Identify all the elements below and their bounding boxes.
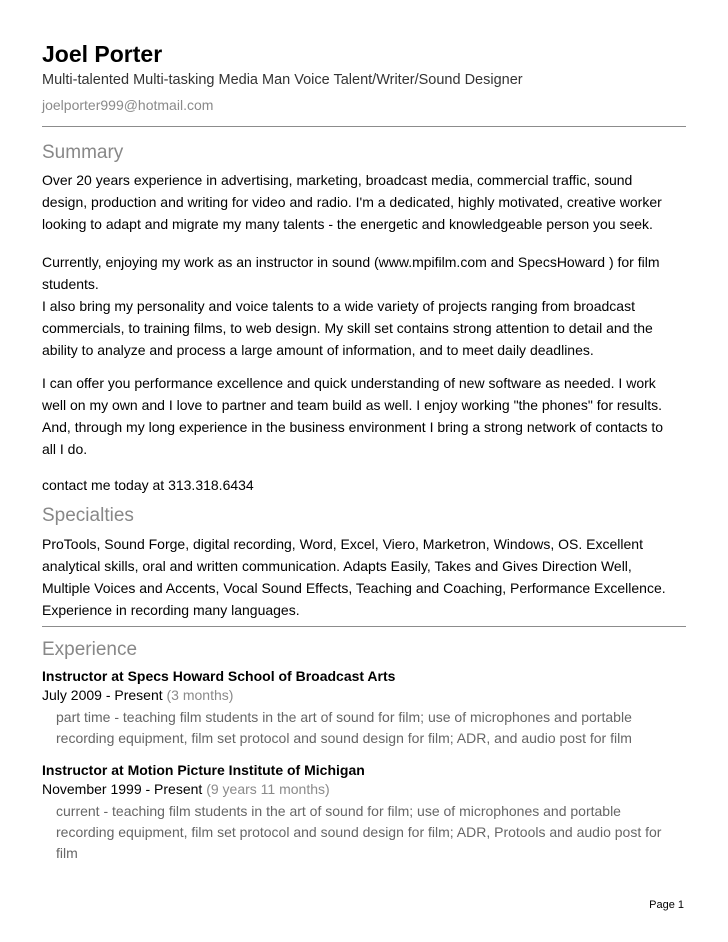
specialties-line: Multiple Voices and Accents, Vocal Sound Effects, Teaching and Coaching, Performance Excellence. [42, 580, 666, 596]
summary-line: I can offer you performance excellence and quick understanding of new software as needed. I work [42, 375, 656, 391]
headline: Multi-talented Multi-tasking Media Man Voice Talent/Writer/Sound Designer [42, 72, 523, 88]
job-description-line: recording equipment, film set protocol and sound design for film; ADR, and audio post for film [56, 730, 632, 746]
job-description-line: current - teaching film students in the art of sound for film; use of microphones and portable [56, 803, 621, 819]
summary-line: Currently, enjoying my work as an instructor in sound (www.mpifilm.com and SpecsHoward ) for film [42, 254, 660, 270]
summary-paragraph [42, 169, 686, 235]
specialties-line: analytical skills, oral and written communication. Adapts Easily, Takes and Gives Direction Well, [42, 558, 632, 574]
job-date-range: November 1999 - Present [42, 781, 203, 797]
summary-line: contact me today at 313.318.6434 [42, 477, 254, 493]
summary-line: I also bring my personality and voice talents to a wide variety of projects ranging from broadcast [42, 298, 635, 314]
summary-line: And, through my long experience in the business environment I bring a strong network of contacts to [42, 419, 664, 435]
summary-line: Over 20 years experience in advertising, marketing, broadcast media, commercial traffic, sound [42, 172, 633, 188]
job-description-line: part time - teaching film students in the art of sound for film; use of microphones and portable [56, 709, 632, 725]
page-number: Page 1 [649, 899, 684, 911]
summary-line: looking to adapt and migrate my many talents - the energetic and knowledgeable person you seek. [42, 216, 653, 232]
job-description-line: film [56, 845, 78, 861]
job-date-range: July 2009 - Present [42, 687, 163, 703]
specialties-paragraph [42, 533, 686, 621]
job-title: Instructor at Specs Howard School of Broadcast Arts [42, 668, 396, 684]
job-dates [42, 780, 330, 798]
summary-paragraph [42, 372, 686, 460]
email: joelporter999@hotmail.com [42, 97, 214, 113]
summary-line: design, production and writing for video and radio. I'm a dedicated, highly motivated, creative worker [42, 194, 662, 210]
job-title: Instructor at Motion Picture Institute of Michigan [42, 762, 365, 778]
job-dates [42, 686, 233, 704]
job-description [56, 707, 686, 749]
job-description [56, 801, 686, 864]
summary-line: commercials, to training films, to web design. My skill set contains strong attention to detail and the [42, 320, 653, 336]
summary-line: all I do. [42, 441, 88, 457]
section-title-specialties: Specialties [42, 505, 134, 526]
specialties-line: ProTools, Sound Forge, digital recording, Word, Excel, Viero, Marketron, Windows, OS. Excellent [42, 536, 643, 552]
job-description-line: recording equipment, film set protocol and sound design for film; ADR, Protools and audio post for [56, 824, 662, 840]
section-title-experience: Experience [42, 639, 138, 660]
person-name: Joel Porter [42, 41, 163, 67]
job-duration: (3 months) [166, 687, 234, 703]
divider [42, 126, 686, 127]
section-title-summary: Summary [42, 142, 124, 163]
specialties-line: Experience in recording many languages. [42, 602, 300, 618]
summary-line: well on my own and I love to partner and team build as well. I enjoy working "the phones" for results. [42, 397, 663, 413]
summary-paragraph [42, 251, 686, 361]
contact-line [42, 474, 686, 496]
summary-line: ability to analyze and process a large amount of information, and to meet daily deadlines. [42, 342, 594, 358]
job-duration: (9 years 11 months) [206, 781, 330, 797]
divider [42, 626, 686, 627]
summary-line: students. [42, 276, 99, 292]
